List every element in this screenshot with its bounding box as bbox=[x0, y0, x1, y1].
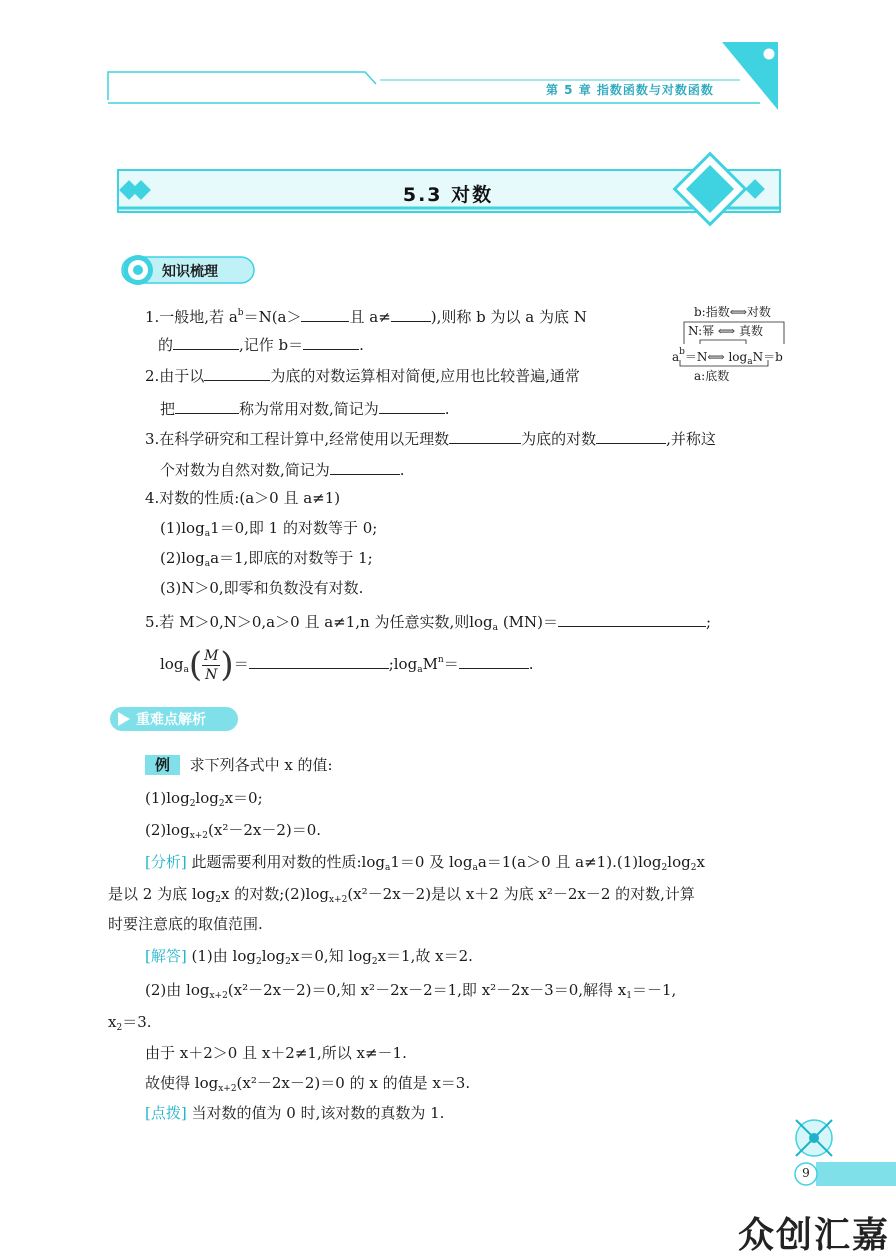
solution-line-5: 故使得 $\log_{x+2}(x^2-2x-2)=0$ 的 x 的值是 x＝3. bbox=[145, 1074, 471, 1094]
item-5-line-b: $\log_a$( $\frac{M}{N}$ )＝ $;\log_aM^n=$ . bbox=[160, 645, 534, 685]
blank-9 bbox=[596, 427, 666, 444]
item-1-line-a: 1.一般地,若 $a^b=N(a>$ 且 a≠ ),则称 b 为以 a 为底 N bbox=[145, 303, 587, 327]
knowledge-badge-label: 知识梳理 bbox=[162, 264, 218, 280]
header-frame bbox=[0, 0, 896, 130]
diagram-line-1: b:指数⟺对数 bbox=[694, 305, 771, 319]
blank-7 bbox=[379, 397, 445, 414]
blank-13 bbox=[459, 652, 529, 669]
watermark: 众创汇嘉 bbox=[738, 1215, 891, 1256]
example-prompt: 例 求下列各式中 x 的值: bbox=[145, 755, 333, 775]
blank-3 bbox=[173, 333, 239, 350]
chapter-header: 第 5 章 指数函数与对数函数 bbox=[546, 83, 714, 97]
item-5-line-a: 5.若 M＞0,N＞0,a＞0 且 a≠1,n 为任意实数,则$\log_a (MN)=$ ; bbox=[145, 610, 711, 638]
item-2-line-a: 2.由于以 为底的对数运算相对简便,应用也比较普遍,通常 bbox=[145, 364, 580, 386]
item-3-line-b: 个对数为自然对数,简记为 . bbox=[160, 458, 405, 480]
example-tag: 例 bbox=[145, 755, 180, 775]
blank-6 bbox=[175, 397, 239, 414]
tip-line: [点拨] 当对数的值为 0 时,该对数的真数为 1. bbox=[145, 1104, 445, 1122]
blank-11 bbox=[558, 610, 706, 627]
item-1-line-b: 的 ,记作 b＝ . bbox=[158, 333, 364, 355]
blank-2 bbox=[391, 305, 431, 322]
solution-line-1: [解答] (1)由 $\log_2\log_2x=0$,知 $\log_2x=1$,故 x＝2. bbox=[145, 947, 473, 967]
solution-line-4: 由于 x＋2＞0 且 x＋2≠1,所以 x≠－1. bbox=[145, 1044, 407, 1062]
solution-line-3: $x_2=3$. bbox=[108, 1013, 152, 1033]
item-4-2: $(2)\log_aa=1$,即底的对数等于 1; bbox=[160, 549, 373, 569]
analysis-line-3: 时要注意底的取值范围. bbox=[108, 915, 263, 933]
example-q2: $(2)\log_{x+2}(x^2-2x-2)=0$. bbox=[145, 821, 322, 841]
item-4-1: $(1)\log_a1=0$,即 1 的对数等于 0; bbox=[160, 519, 378, 539]
footer-decoration bbox=[780, 1108, 896, 1194]
diagram-line-2: N:幂 ⟺ 真数 bbox=[688, 324, 763, 338]
blank-10 bbox=[330, 458, 400, 475]
target-icon bbox=[123, 255, 153, 285]
solution-line-2: (2)由 $\log_{x+2}(x^2-2x-2)=0$,知 x²－2x－2＝1,即 x²－2x－3＝0,解得 $x_1=-1$, bbox=[145, 981, 677, 1001]
page-number: 9 bbox=[802, 1166, 810, 1180]
blank-12 bbox=[249, 652, 389, 669]
blank-8 bbox=[449, 427, 521, 444]
item-2-line-b: 把 称为常用对数,简记为 . bbox=[160, 397, 450, 419]
example-q1: $(1)\log_2\log_2x=0$; bbox=[145, 789, 263, 809]
blank-4 bbox=[303, 333, 359, 350]
section-title: 5.3 对数 bbox=[402, 184, 494, 206]
analysis-badge-label: 重难点解析 bbox=[136, 712, 206, 728]
item-4: 4.对数的性质:(a＞0 且 a≠1) bbox=[145, 489, 341, 507]
item-4-3: (3)N＞0,即零和负数没有对数. bbox=[160, 579, 364, 597]
diagram-equation: $a^b=N⟺$ $\log_aN=b$ bbox=[672, 347, 783, 367]
diagram-line-4: a:底数 bbox=[694, 369, 730, 383]
analysis-line-2: 是以 2 为底 $\log_2x$ 的对数$;(2)\log_{x+2}(x^2-2x-2)$是以 x＋2 为底 x²－2x－2 的对数,计算 bbox=[108, 885, 695, 905]
item-3-line-a: 3.在科学研究和工程计算中,经常使用以无理数 为底的对数 ,并称这 bbox=[145, 427, 716, 449]
log-relation-diagram bbox=[672, 304, 792, 386]
sparkle-icon bbox=[796, 1120, 832, 1156]
blank-1 bbox=[301, 305, 349, 322]
analysis-line-1: [分析] 此题需要利用对数的性质$:\log_a1=0$ 及 $\log_aa=1(a>0$ 且 $a\ne 1).(1)\log_2\log_2x$ bbox=[145, 853, 705, 873]
fraction-m-over-n: $\frac{M}{N}$ bbox=[204, 647, 219, 683]
blank-5 bbox=[204, 364, 270, 381]
